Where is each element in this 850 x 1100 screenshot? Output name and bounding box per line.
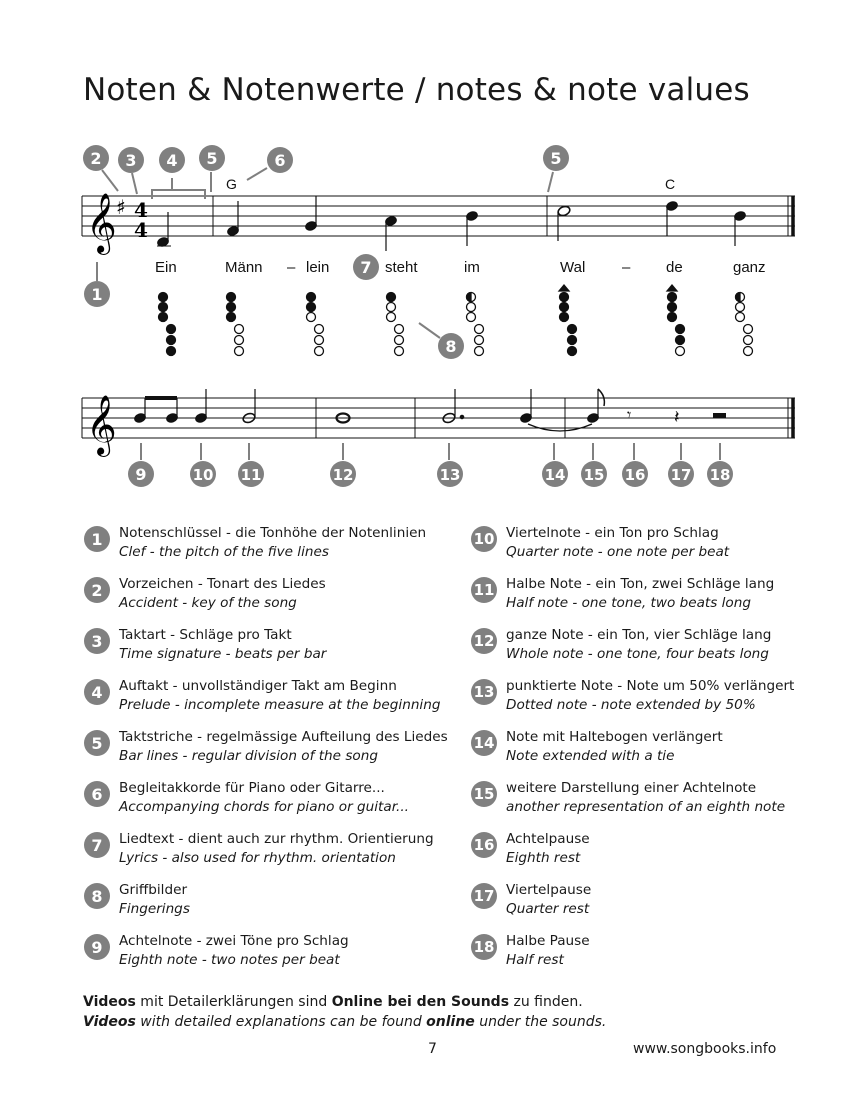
legend-item (471, 524, 729, 562)
fingering-chart (736, 293, 753, 356)
lyric-word: Männ (225, 259, 263, 276)
video-note (83, 992, 606, 1032)
legend-item (471, 728, 723, 766)
legend-number: 10 (471, 526, 497, 552)
svg-text:8: 8 (445, 337, 457, 356)
legend-german: Viertelpause (506, 882, 592, 898)
legend-item (84, 932, 349, 970)
callouts-bottom (128, 461, 733, 487)
sharp-sign-icon: ♯ (116, 195, 126, 219)
legend-english: Time signature - beats per bar (119, 646, 327, 662)
page-number: 7 (428, 1041, 437, 1057)
svg-text:10: 10 (192, 466, 214, 484)
legend-number: 9 (84, 934, 110, 960)
callout-badge (581, 461, 607, 487)
legend-german: Griffbilder (119, 882, 188, 898)
staff-1 (82, 196, 795, 236)
legend-german: Vorzeichen - Tonart des Liedes (119, 576, 326, 592)
legend-german: Notenschlüssel - die Tonhöhe der Notenlinien (119, 525, 427, 541)
callouts (83, 145, 569, 359)
callout-badge (190, 461, 216, 487)
website-url: www.songbooks.info (633, 1041, 777, 1057)
legend-item (471, 830, 590, 868)
legend-german: weitere Darstellung einer Achtelnote (506, 780, 757, 796)
legend-number: 12 (471, 628, 497, 654)
fingering-chart (227, 293, 244, 356)
legend-item (471, 881, 591, 919)
fingering-chart (667, 285, 685, 356)
svg-text:16: 16 (624, 466, 646, 484)
callout-badge (437, 461, 463, 487)
time-signature-bottom: 4 (134, 218, 148, 242)
legend-number: 5 (84, 730, 110, 756)
lyric-word: im (464, 259, 480, 276)
svg-text:𝄽: 𝄽 (674, 407, 680, 428)
legend-number: 14 (471, 730, 497, 756)
svg-text:1: 1 (91, 285, 103, 304)
svg-text:18: 18 (709, 466, 731, 484)
callout-badge (668, 461, 694, 487)
fingering-chart (159, 293, 176, 356)
legend-item (471, 677, 794, 715)
fingering-chart (307, 293, 324, 356)
svg-text:13: 13 (439, 466, 461, 484)
legend-english: Prelude - incomplete measure at the beginning (119, 697, 441, 713)
legend-english: Lyrics - also used for rhythm. orientation (119, 850, 396, 866)
callout-badge (353, 254, 379, 280)
svg-text:5: 5 (206, 149, 218, 168)
page-title: Noten & Notenwerte / notes & note values (83, 72, 750, 108)
legend-english: another representation of an eighth note (506, 799, 786, 815)
legend-german: Auftakt - unvollständiger Takt am Beginn (119, 678, 397, 694)
legend-english: Quarter note - one note per beat (506, 544, 730, 560)
legend-english: Eighth note - two notes per beat (119, 952, 340, 968)
lyric-word: – (622, 259, 631, 276)
chord-g: G (226, 176, 237, 192)
legend-item (471, 779, 785, 817)
legend-english: Half rest (506, 952, 564, 968)
video-note-german: Videos mit Detailerklärungen sind Online bei den Sounds zu finden. (83, 994, 583, 1010)
legend-german: Halbe Note - ein Ton, zwei Schläge lang (506, 576, 775, 592)
legend-number: 8 (84, 883, 110, 909)
legend-english: Accompanying chords for piano or guitar... (119, 799, 410, 815)
svg-text:4: 4 (166, 151, 178, 170)
callout-badge (128, 461, 154, 487)
svg-text:6: 6 (274, 151, 286, 170)
callout-badge (622, 461, 648, 487)
legend-item (471, 626, 771, 664)
legend-number: 1 (84, 526, 110, 552)
legend-number: 16 (471, 832, 497, 858)
svg-text:17: 17 (670, 466, 692, 484)
legend-german: Begleitakkorde für Piano oder Gitarre... (119, 780, 385, 796)
callout-badge (199, 145, 225, 171)
legend-item (471, 932, 590, 970)
lyric-word: steht (385, 259, 418, 276)
callout-badge (83, 145, 109, 171)
callout-badge (543, 145, 569, 171)
legend-english: Bar lines - regular division of the song (119, 748, 378, 764)
callout-badge (159, 147, 185, 173)
svg-text:14: 14 (544, 466, 566, 484)
legend-english: Quarter rest (506, 901, 590, 917)
chord-symbols (226, 176, 675, 192)
video-note-english: Videos with detailed explanations can be found online under the sounds. (83, 1014, 607, 1030)
svg-text:2: 2 (90, 149, 102, 168)
legend-german: ganze Note - ein Ton, vier Schläge lang (506, 627, 772, 643)
legend-number: 4 (84, 679, 110, 705)
svg-text:5: 5 (550, 149, 562, 168)
legend-german: Halbe Pause (506, 933, 590, 949)
legend-item (84, 728, 448, 766)
legend-number: 7 (84, 832, 110, 858)
legend-english: Whole note - one tone, four beats long (506, 646, 769, 662)
legend-english: Accident - key of the song (119, 595, 297, 611)
legend-german: punktierte Note - Note um 50% verlängert (506, 678, 795, 694)
legend-number: 11 (471, 577, 497, 603)
legend-english: Eighth rest (506, 850, 581, 866)
fingering-chart (559, 285, 577, 356)
legend-number: 15 (471, 781, 497, 807)
callout-badge (238, 461, 264, 487)
legend-number: 13 (471, 679, 497, 705)
legend-number: 17 (471, 883, 497, 909)
legend-german: Taktstriche - regelmässige Aufteilung des Liedes (119, 729, 448, 745)
notes-staff-2 (133, 389, 726, 431)
legend-english: Fingerings (119, 901, 190, 917)
svg-text:11: 11 (240, 466, 262, 484)
legend-number: 3 (84, 628, 110, 654)
lyric-word: lein (306, 259, 330, 276)
legend-item (84, 575, 326, 613)
legend-german: Achtelnote - zwei Töne pro Schlag (119, 933, 349, 949)
legend-german: Achtelpause (506, 831, 590, 847)
legend-number: 18 (471, 934, 497, 960)
callout-badge (542, 461, 568, 487)
lyric-word: ganz (733, 259, 766, 276)
notes-staff-1 (156, 196, 746, 251)
svg-text:12: 12 (332, 466, 354, 484)
svg-text:7: 7 (360, 258, 372, 277)
legend-english: Half note - one tone, two beats long (506, 595, 751, 611)
treble-clef-icon: 𝄞 (86, 193, 117, 253)
lyric-word: Ein (155, 259, 177, 276)
svg-text:9: 9 (135, 465, 147, 484)
svg-text:15: 15 (583, 466, 605, 484)
fingering-chart (467, 293, 484, 356)
svg-text:3: 3 (125, 151, 137, 170)
legend-number: 2 (84, 577, 110, 603)
lyric-word: de (666, 259, 683, 276)
legend-item (84, 830, 434, 868)
legend-german: Viertelnote - ein Ton pro Schlag (506, 525, 719, 541)
legend-item (84, 626, 326, 664)
sheet-music (0, 0, 850, 500)
callout-badge (267, 147, 293, 173)
time-signature-top: 4 (134, 198, 148, 222)
legend-item (84, 779, 409, 817)
lyrics (155, 259, 766, 276)
legend-number: 6 (84, 781, 110, 807)
callout-badge (118, 147, 144, 173)
legend-item (84, 881, 190, 919)
lyric-word: – (287, 259, 296, 276)
callout-badge (438, 333, 464, 359)
legend-english: Dotted note - note extended by 50% (506, 697, 756, 713)
fingering-chart (387, 293, 404, 356)
svg-text:𝄾: 𝄾 (627, 405, 632, 424)
chord-c: C (665, 176, 676, 192)
lyric-word: Wal (560, 259, 586, 276)
treble-clef-icon: 𝄞 (86, 395, 117, 455)
legend-item (84, 524, 426, 562)
legend-german: Note mit Haltebogen verlängert (506, 729, 723, 745)
legend-english: Note extended with a tie (506, 748, 675, 764)
legend-german: Liedtext - dient auch zur rhythm. Orientierung (119, 831, 434, 847)
legend-german: Taktart - Schläge pro Takt (119, 627, 292, 643)
legend-item (471, 575, 774, 613)
callout-badge (707, 461, 733, 487)
callout-badge (84, 281, 110, 307)
staff-2 (82, 398, 795, 438)
legend-item (84, 677, 440, 715)
callout-badge (330, 461, 356, 487)
legend-english: Clef - the pitch of the five lines (119, 544, 329, 560)
